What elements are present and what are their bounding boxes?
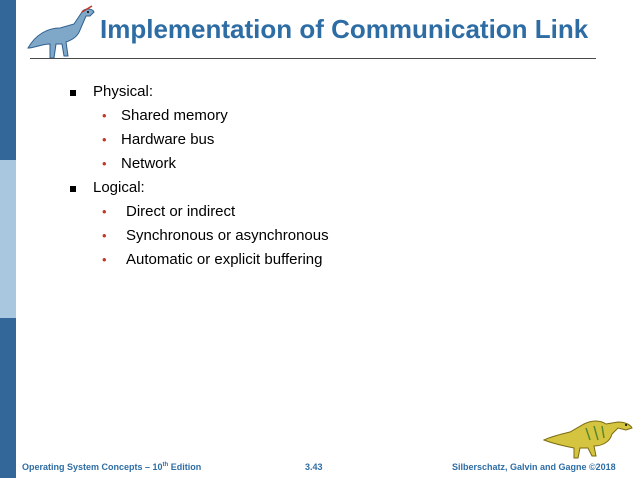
subitem-direct-indirect: Direct or indirect: [126, 203, 236, 220]
subitem-network: Network: [121, 155, 177, 172]
bullet-physical: Physical:: [93, 83, 154, 100]
slide-title: Implementation of Communication Link: [100, 14, 589, 44]
round-bullet-icon: •: [102, 108, 107, 123]
sidebar-segment-middle: [0, 160, 16, 318]
footer-copyright: Silberschatz, Galvin and Gagne ©2018: [452, 462, 616, 472]
sidebar-segment-top: [0, 0, 16, 160]
square-bullet-icon: [70, 90, 76, 96]
footer-book-sup: th: [162, 462, 169, 468]
round-bullet-icon: •: [102, 228, 107, 243]
round-bullet-icon: •: [102, 204, 107, 219]
subitem-hardware-bus: Hardware bus: [121, 131, 215, 148]
footer-book-title: [22, 462, 201, 472]
square-bullet-icon: [70, 186, 76, 192]
footer-page-number: 3.43: [305, 462, 323, 472]
bullet-logical: Logical:: [93, 179, 145, 196]
dinosaur-icon: [540, 410, 636, 460]
title-divider: [30, 58, 596, 59]
subitem-buffering: Automatic or explicit buffering: [126, 251, 323, 268]
round-bullet-icon: •: [102, 156, 107, 171]
round-bullet-icon: •: [102, 252, 107, 267]
footer-book-suffix: Edition: [168, 462, 202, 472]
footer-book-prefix: Operating System Concepts – 10: [22, 462, 163, 472]
sidebar: [0, 0, 16, 478]
subitem-sync-async: Synchronous or asynchronous: [126, 227, 329, 244]
sidebar-segment-bottom: [0, 318, 16, 478]
dinosaur-icon: [22, 4, 102, 60]
round-bullet-icon: •: [102, 132, 107, 147]
subitem-shared-memory: Shared memory: [121, 107, 228, 124]
